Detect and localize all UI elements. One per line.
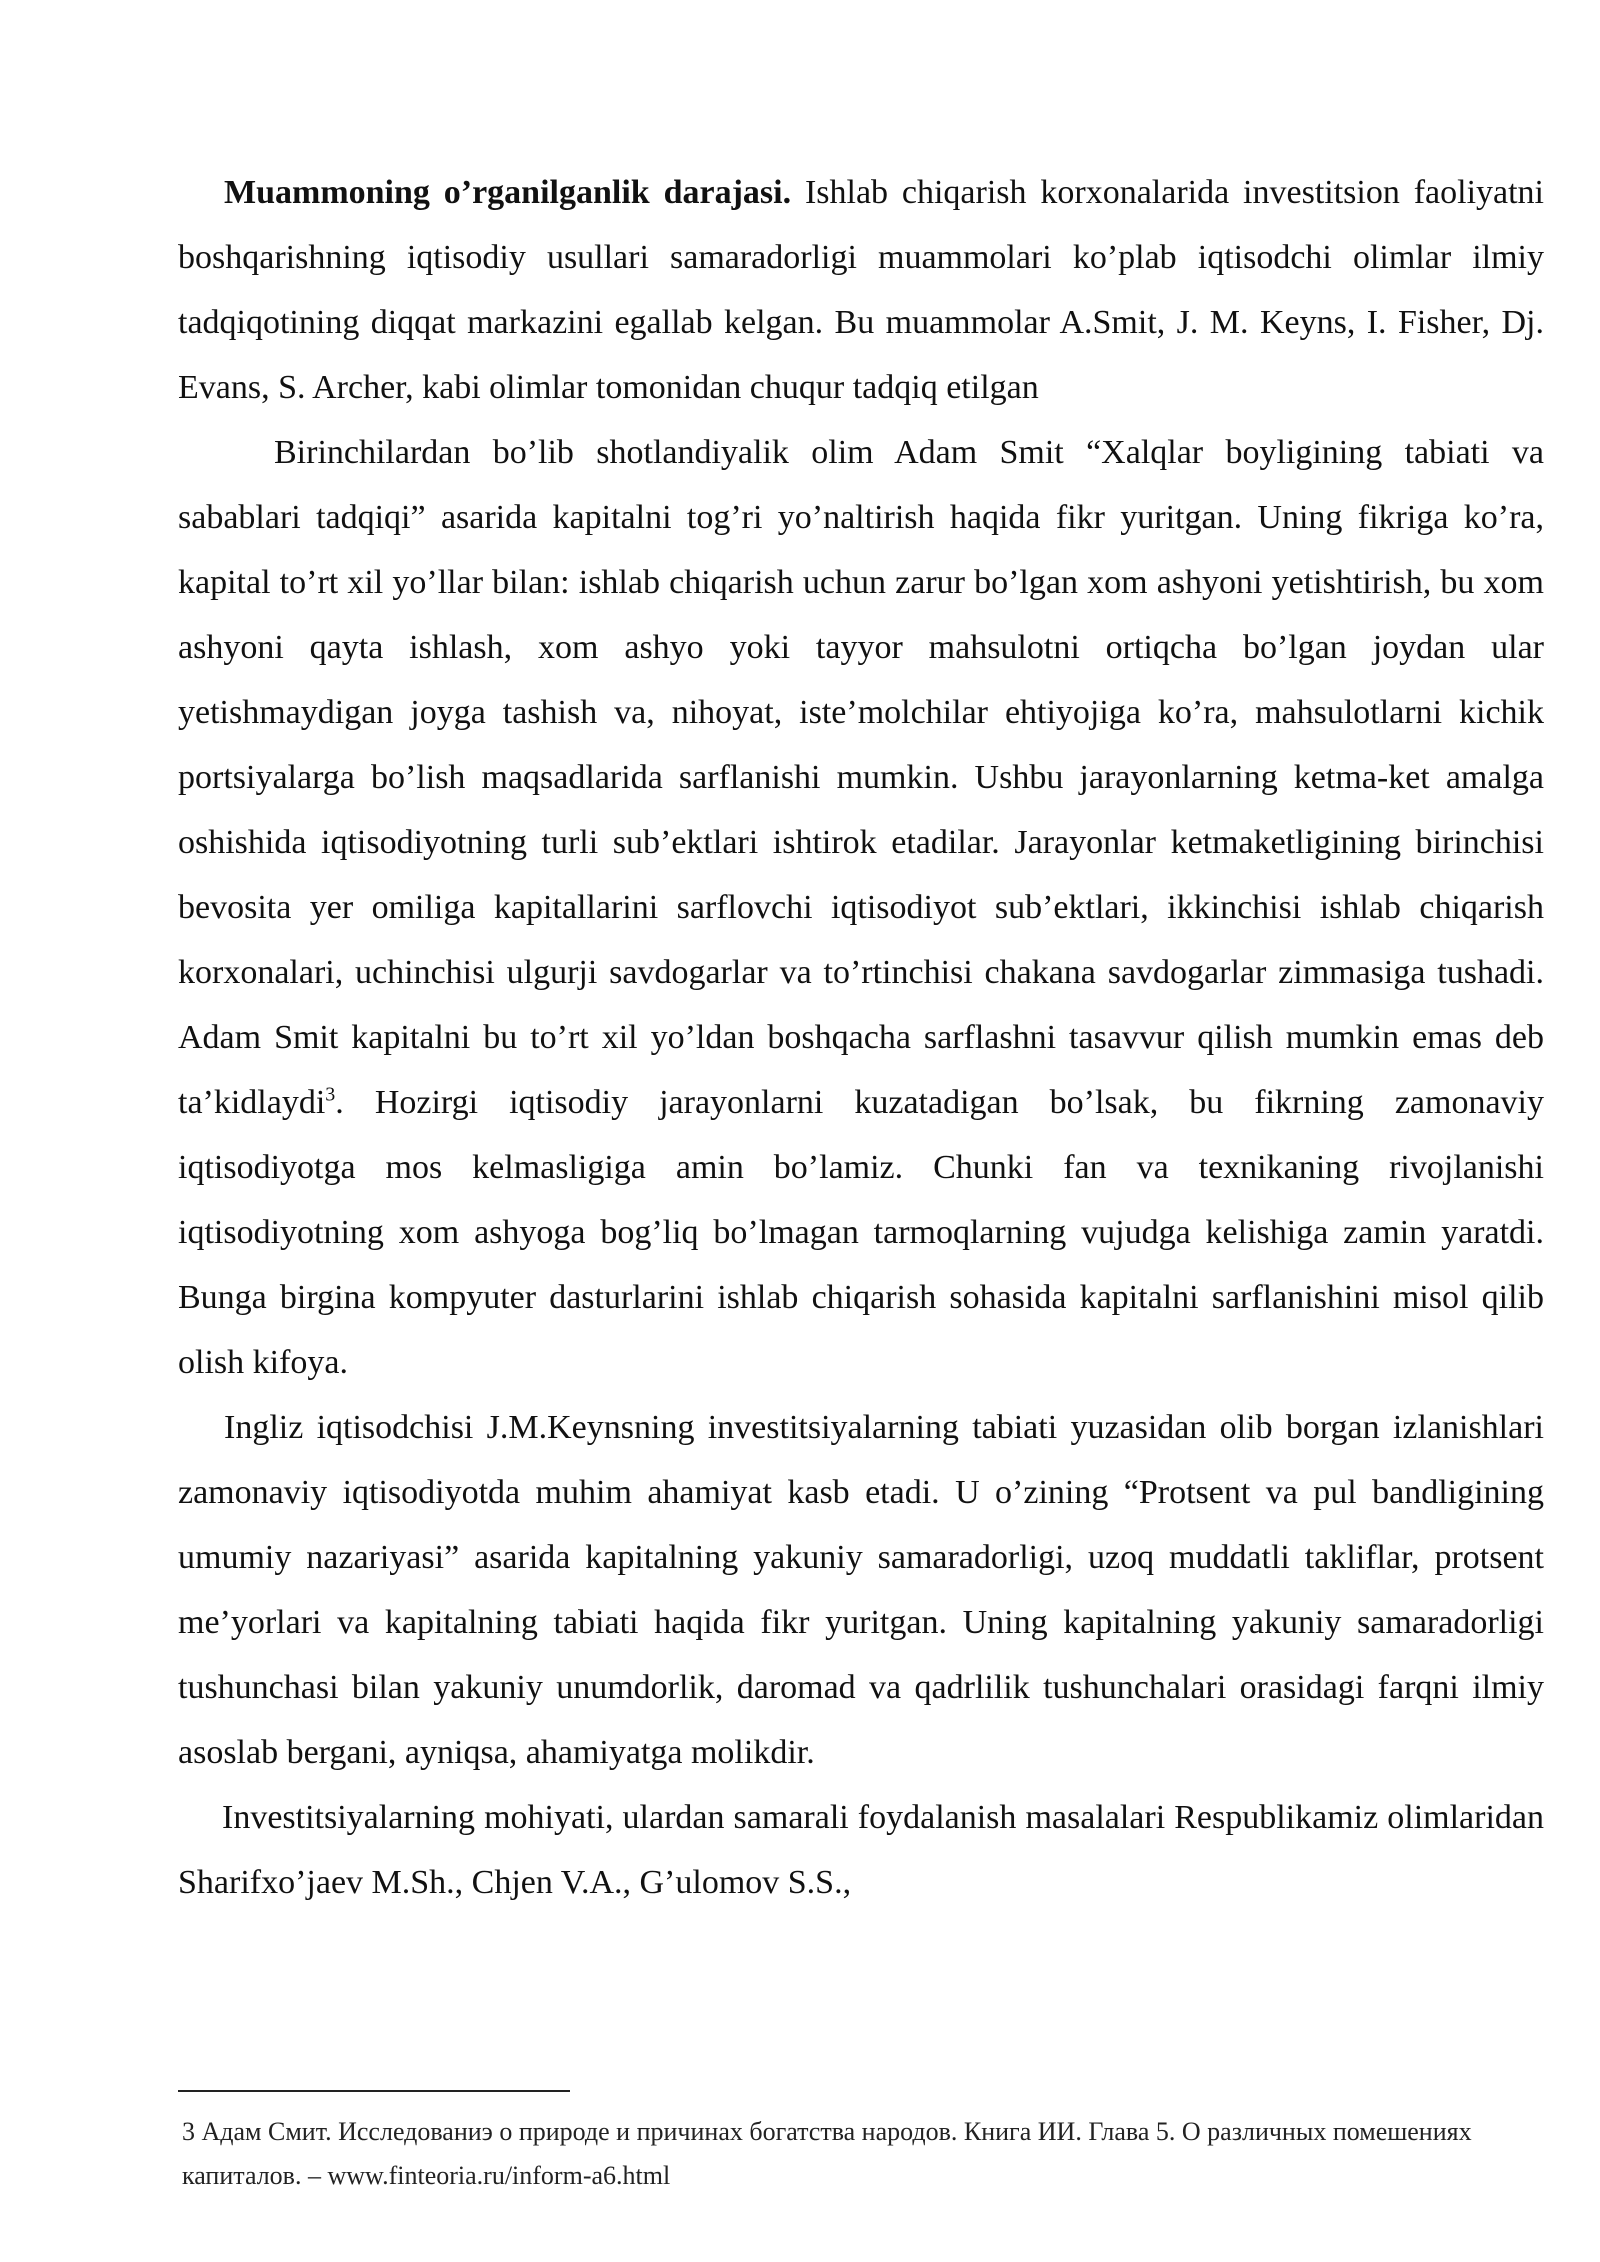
paragraph-4-text: Investitsiyalarning mohiyati, ulardan samarali foydalanish masalalari Respublikamiz olimlaridan Sharifxo’jaev M.Sh., Chjen V.A., G’ulomov S.S.,	[178, 1799, 1544, 1901]
paragraph-4	[178, 1785, 1544, 1915]
paragraph-2-text-after: . Hozirgi iqtisodiy jarayonlarni kuzatadigan bo’lsak, bu fikrning zamonaviy iqtisodiyotga mos kelmasligiga amin bo’lamiz. Chunki fan va texnikaning rivojlanishi iqtisodiyotning xom ashyoga bog’liq bo’lmagan tarmoqlarning vujudga kelishiga zamin yaratdi. Bunga birgina kompyuter dasturlarini ishlab chiqarish sohasida kapitalni sarflanishini misol qilib olish kifoya.	[178, 1084, 1544, 1381]
paragraph-1	[178, 160, 1544, 420]
paragraph-2	[178, 420, 1544, 1395]
footnote-reference[interactable]: 3	[325, 1083, 336, 1106]
paragraph-2-text-before: Birinchilardan bo’lib shotlandiyalik olim Adam Smit “Xalqlar boyligining tabiati va sabablari tadqiqi” asarida kapitalni tog’ri yo’naltirish haqida fikr yuritgan. Uning fikriga ko’ra, kapital to’rt xil yo’llar bilan: ishlab chiqarish uchun zarur bo’lgan xom ashyoni yetishtirish, bu xom ashyoni qayta ishlash, xom ashyo yoki tayyor mahsulotni ortiqcha bo’lgan joydan ular yetishmaydigan joyga tashish va, nihoyat, iste’molchilar ehtiyojiga ko’ra, mahsulotlarni kichik portsiyalarga bo’lish maqsadlarida sarflanishi mumkin. Ushbu jarayonlarning ketma-ket amalga oshishida iqtisodiyotning turli sub’ektlari ishtirok etadilar. Jarayonlar ketmaketligining birinchisi bevosita yer omiliga kapitallarini sarflovchi iqtisodiyot sub’ektlari, ikkinchisi ishlab chiqarish korxonalari, uchinchisi ulgurji savdogarlar va to’rtinchisi chakana savdogarlar zimmasiga tushadi. Adam Smit kapitalni bu to’rt xil yo’ldan boshqacha sarflashni tasavvur qilish mumkin emas deb ta’kidlaydi	[178, 434, 1544, 1121]
section-heading: Muammoning o’rganilganlik darajasi.	[224, 174, 792, 211]
paragraph-3-text: Ingliz iqtisodchisi J.M.Keynsning investitsiyalarning tabiati yuzasidan olib borgan izlanishlari zamonaviy iqtisodiyotda muhim ahamiyat kasb etadi. U o’zining “Protsent va pul bandligining umumiy nazariyasi” asarida kapitalning yakuniy samaradorligi, uzoq muddatli takliflar, protsent me’yorlari va kapitalning tabiati haqida fikr yuritgan. Uning kapitalning yakuniy samaradorligi tushunchasi bilan yakuniy unumdorlik, daromad va qadrlilik tushunchalari orasidagi farqni ilmiy asoslab bergani, ayniqsa, ahamiyatga molikdir.	[178, 1409, 1544, 1771]
footnote	[182, 2110, 1502, 2198]
paragraph-1-text: Ishlab chiqarish korxonalarida investitsion faoliyatni boshqarishning iqtisodiy usullari samaradorligi muammolari ko’plab iqtisodchi olimlar ilmiy tadqiqotining diqqat markazini egallab kelgan. Bu muammolar A.Smit, J. M. Keyns, I. Fisher, Dj. Evans, S. Archer, kabi olimlar tomonidan chuqur tadqiq etilgan	[178, 174, 1544, 406]
body-text	[178, 160, 1544, 1915]
footnote-separator	[178, 2090, 570, 2092]
footnote-text: 3 Адам Смит. Исследованиэ о природе и причинах богатства народов. Книга ИИ. Глава 5. О различных помешениях капиталов. – www.finteoria.ru/inform-a6.html	[182, 2117, 1472, 2190]
paragraph-3	[178, 1395, 1544, 1785]
